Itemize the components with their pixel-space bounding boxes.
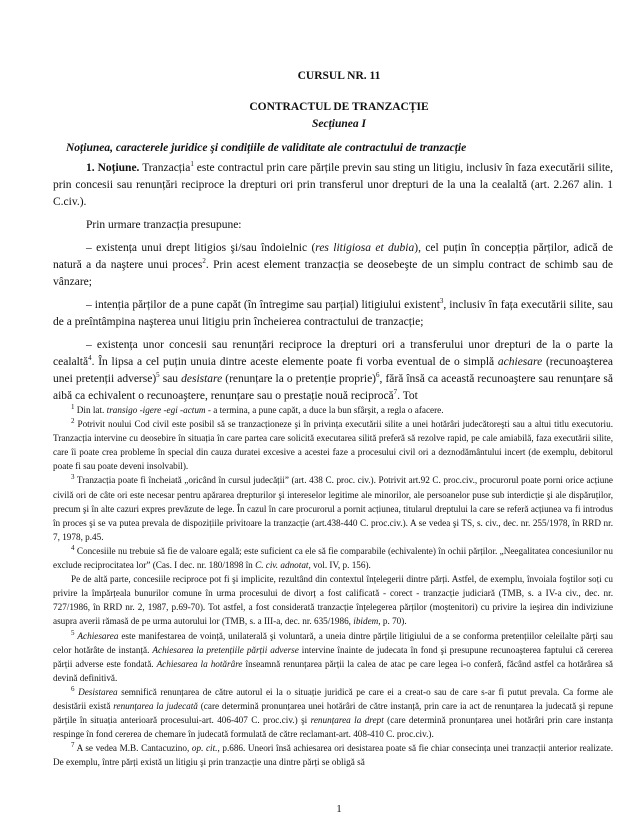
section-heading: Secțiunea I — [312, 118, 366, 130]
text-run: este contractul prin care părțile previn sau sting un litigiu, inclusiv în faza executării silite, prin concesii sau renunțări reciproce la drepturi ori prin transferul unor drepturi de la una la cealaltă (art. 2.267 alin. 1 C.civ.). — [53, 162, 613, 208]
page-number: 1 — [336, 803, 342, 815]
para-number: 1. — [86, 162, 95, 174]
footnote-number: 5 — [71, 628, 75, 637]
italic-term: transigo -igere -egi -actum — [106, 405, 206, 415]
text-run: Din lat. — [74, 405, 107, 415]
italic-term: Achiesarea — [77, 630, 119, 641]
main-text — [53, 160, 613, 411]
text-run: Pe de altă parte, concesiile reciproce pot fi şi implicite, rezultând din contextul înțelegerii dintre părți. Astfel, de exemplu, învoiala foştilor soți cu privire la împărțeala bunurilor comune în urma procesului de divorț a fost calificată - corect - tranzacție judiciară (TMB, s. a IV-a civ., dec. nr. 727/1986, în RRD nr. 2, 1987, p.69-70). Tot astfel, a fost considerată tranzacție înțelegerea părților (moştenitori) cu privire la ieşirea din indiviziune asupra averii rămasă de pe urma autorului lor (TMB, s. a III-a, dec. nr. 635/1986, — [53, 574, 613, 627]
footnote-6 — [53, 685, 613, 741]
footnote-number: 3 — [71, 473, 75, 482]
italic-term: C. civ. adnotat, — [255, 560, 311, 571]
footnote-ref-2[interactable]: 2 — [202, 257, 206, 266]
text-run: (recunoaşterea unei pretenții adverse) — [53, 356, 613, 385]
text-run: sau — [159, 373, 182, 385]
footnote-ref-5[interactable]: 5 — [156, 371, 160, 380]
paragraph-intro: Prin urmare tranzacția presupune: — [86, 219, 242, 231]
footnote-5 — [53, 629, 613, 685]
italic-term: ibidem — [353, 616, 379, 627]
footnote-7 — [53, 741, 613, 769]
paragraph-element-2 — [53, 297, 613, 331]
footnote-3 — [53, 473, 613, 543]
text-run: , fără însă ca această recunoaştere sau renunțare să aibă ca echivalent o recunoaştere, renunțare sau o prestație nouă reciprocă — [53, 373, 613, 402]
italic-term: desistare — [181, 373, 223, 385]
text-run: (care determină pronunțarea unei hotărâri de către instanță, prin care ia act de renunțarea la judecată şi repune părțile în situația anterioară procesului-art. 406-407 C. proc.civ.) şi — [53, 700, 613, 726]
text-run: Concesiile nu trebuie să fie de valoare egală; este suficient ca ele să fie comparabile (echivalente) în ochii părților. „Neegalitatea concesiunilor nu exclude reciprocitatea lor” (Cas. I dec. nr. 180/1898 în — [53, 545, 613, 571]
chapter-title: CONTRACTUL DE TRANZACȚIE — [249, 101, 429, 113]
text-run: . În lipsa a cel puțin unuia dintre aceste elemente poate fi vorba eventual de o simplă — [91, 356, 498, 368]
paragraph-element-3 — [53, 337, 613, 405]
italic-term: Achiesarea la hotărâre — [156, 658, 243, 669]
text-run: . Prin acest element tranzacția se deosebeşte de un simplu contract de schimb sau de vânzare; — [53, 259, 613, 288]
italic-term: Desistarea — [78, 686, 118, 697]
footnotes — [53, 403, 613, 769]
text-run: ), cel puțin în concepția părților, adică de natură a da naştere unui proces — [53, 242, 613, 271]
text-run: , p. 70). — [378, 616, 407, 627]
paragraph-element-1 — [53, 240, 613, 291]
text-run: . Tot — [397, 390, 418, 402]
footnote-ref-3[interactable]: 3 — [439, 297, 444, 306]
paragraph-notion — [53, 160, 613, 211]
footnote-number: 7 — [71, 741, 75, 750]
text-run: intervine înainte de judecata în fond şi presupune recunoaşterea faptului că cererea părții adverse este fondată. — [53, 644, 613, 669]
footnote-ref-7[interactable]: 7 — [393, 388, 398, 397]
text-run: - a termina, a pune capăt, a duce la bun sfârşit, a regla o afacere. — [205, 405, 444, 415]
text-run: (care determină pronunțarea unei hotărâri prin care instanța respinge în fond cererea de chemare în judecată formulată de către reclamant-art. 408-410 C. proc.civ.). — [53, 715, 614, 740]
para-term: Noțiune. — [97, 162, 140, 174]
text-run: înseamnă renunțarea părții la calea de atac pe care legea i-o conferă, făcând astfel ca hotărârea să devină definitivă. — [53, 658, 614, 683]
text-run: – existența unor concesii sau renunțări reciproce la drepturi ori a transferului unor drepturi de la o parte la cealaltă — [53, 339, 613, 368]
italic-term: achiesare — [497, 356, 543, 368]
italic-term: renunțarea la drept — [310, 715, 384, 726]
italic-term: renunțarea la judecată — [113, 700, 198, 711]
footnote-number: 1 — [71, 402, 75, 411]
footnote-ref-4[interactable]: 4 — [88, 354, 92, 363]
footnote-number: 6 — [71, 684, 75, 693]
italic-term: Achiesarea la pretențiile părții adverse — [152, 644, 299, 655]
text-run: , inclusiv în fața executării silite, sau de a preîntâmpina naşterea unui litigiu prin încheierea contractului de tranzacție; — [53, 299, 613, 328]
course-heading: CURSUL NR. 11 — [297, 70, 381, 82]
text-run: Tranzacția — [142, 162, 191, 174]
text-run: – existența unui drept litigios şi/sau îndoielnic ( — [86, 242, 316, 254]
italic-term: op. cit., — [191, 743, 220, 754]
footnote-number: 4 — [71, 543, 75, 552]
footnote-4-continued — [53, 572, 613, 628]
text-run: vol. IV, p. 156). — [310, 560, 371, 571]
text-run: Tranzacția poate fi încheiată „oricând în cursul judecății” (art. 438 C. proc. civ.). Potrivit art.92 C. proc.civ., procurorul poate porni orice acțiune civilă ori de câte ori este necesar pentru apărarea drepturilor şi intereselor legitime ale minorilor, ale persoanelor puse sub interdicție şi ale dispăruților, precum şi în alte cazuri expres prevăzute de lege. În cazul în care procurorul a pornit acțiunea, titularul dreptului la care se referă acțiunea va fi introdus în proces şi se va putea prevala de dispozițiile privitoare la tranzacție (art.438-440 C. proc.civ.). A se vedea şi TS, s. civ., dec. nr. 255/1978, în RRD nr. 7, 1978, p.45. — [53, 475, 613, 542]
footnote-ref-1[interactable]: 1 — [190, 160, 194, 169]
footnote-ref-6[interactable]: 6 — [376, 371, 380, 380]
text-run: A se vedea M.B. Cantacuzino, — [74, 743, 192, 754]
footnote-2 — [53, 417, 613, 473]
text-run: semnifică renunțarea de către autorul ei la o situație juridică pe care ei a creat-o sau de care s-ar fi putut prevala. Ca forme ale desistării există — [53, 686, 614, 711]
subsection-heading: Noțiunea, caracterele juridice şi condițiile de validitate ale contractului de tranzacție — [66, 142, 467, 154]
italic-term: res litigiosa et dubia — [315, 242, 415, 254]
text-run: – intenția părților de a pune capăt (în întregime sau parțial) litigiului existent — [86, 299, 440, 311]
footnote-4 — [53, 544, 613, 572]
text-run: p.686. Uneori însă achiesarea ori desistarea poate să fie chiar consecința unei tranzacții anterior realizate. De exemplu, între părți există un litigiu şi prin tranzacție una dintre părți se obligă să — [53, 743, 613, 768]
footnote-1 — [53, 403, 613, 417]
text-run: (renunțare la o pretenție proprie) — [222, 373, 377, 385]
text-run: Potrivit noului Cod civil este posibil să se tranzacționeze şi în privința executării silite a unei hotărâri judecătoreşti sau a altui titlu executoriu. Tranzacția intervine cu deosebire în situația în care partea care solicită executarea silită preferă să rezolve rapid, pe cale amiabilă, faza executării silite, care îi poate crea probleme în special din cauza duratei excesive a acestei faze a procesului civil ori a deznodământului incert (de exemplu, debitorul poate fi sau poate deveni insolvabil). — [53, 419, 613, 472]
text-run: este manifestarea de voință, unilaterală şi voluntară, a uneia dintre părțile litigiului de a se conforma pretențiilor celeilalte părți sau celor hotărâte de instanță. — [53, 630, 613, 655]
footnote-number: 2 — [71, 417, 75, 426]
